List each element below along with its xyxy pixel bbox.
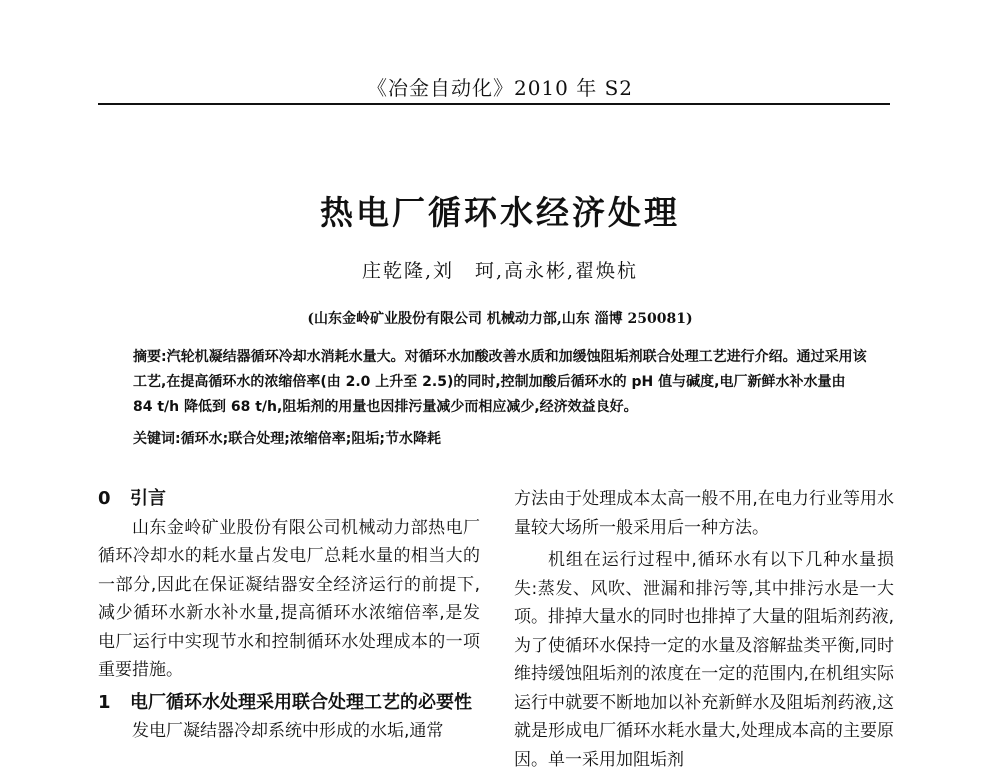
section-title: 引言: [130, 488, 166, 509]
header-rule: [98, 103, 890, 105]
abstract-label: 摘要:: [133, 349, 167, 365]
journal-header: 《冶金自动化》2010 年 S2: [366, 76, 634, 100]
section-heading-1: [98, 689, 480, 718]
paragraph: 机组在运行过程中,循环水有以下几种水量损失:蒸发、风吹、泄漏和排污等,其中排污水是一大项。排掉大量水的同时也排掉了大量的阻垢剂药液,为了使循环水保持一定的水量及溶解盐类平衡,同时维持缓蚀阻垢剂的浓度在一定的范围内,在机组实际运行中就要不断地加以补充新鲜水及阻垢剂药液,这就是形成电厂循环水耗水量大,处理成本高的主要原因。单一采用加阻垢剂: [514, 550, 894, 770]
keywords-label: 关键词:: [133, 431, 181, 447]
paper-title: 热电厂循环水经济处理: [320, 193, 680, 232]
abstract: [133, 345, 868, 420]
right-column: [514, 485, 894, 774]
paragraph: 方法由于处理成本太高一般不用,在电力行业等用水量较大场所一般采用后一种方法。: [514, 489, 894, 538]
authors: 庄乾隆,刘 珂,高永彬,翟焕杭: [361, 260, 639, 282]
section-number: 1: [98, 691, 111, 713]
affiliation: (山东金岭矿业股份有限公司 机械动力部,山东 淄博 250081): [307, 311, 693, 327]
section-number: 0: [98, 488, 111, 509]
keywords: [133, 428, 868, 448]
left-column: [98, 485, 480, 746]
keywords-text: 循环水;联合处理;浓缩倍率;阻垢;节水降耗: [180, 431, 442, 447]
abstract-text: 汽轮机凝结器循环冷却水消耗水量大。对循环水加酸改善水质和加缓蚀阻垢剂联合处理工艺进行介绍。通过采用该工艺,在提高循环水的浓缩倍率(由 2.0 上升至 2.5)的同时,控制加酸后循环水的 pH 值与碱度,电厂新鲜水补水量由 84 t/h 降低到 68 t/h,阻垢剂的用量也因排污量减少而相应减少,经济效益良好。: [133, 349, 867, 415]
section-title: 电厂循环水处理采用联合处理工艺的必要性: [130, 691, 472, 713]
section-heading-0: [98, 485, 480, 514]
paragraph: 发电厂凝结器冷却系统中形成的水垢,通常: [132, 721, 444, 741]
paragraph: 山东金岭矿业股份有限公司机械动力部热电厂循环冷却水的耗水量占发电厂总耗水量的相当大的一部分,因此在保证凝结器安全经济运行的前提下,减少循环水新水补水量,提高循环水浓缩倍率,是发电厂运行中实现节水和控制循环水处理成本的一项重要措施。: [98, 517, 480, 680]
